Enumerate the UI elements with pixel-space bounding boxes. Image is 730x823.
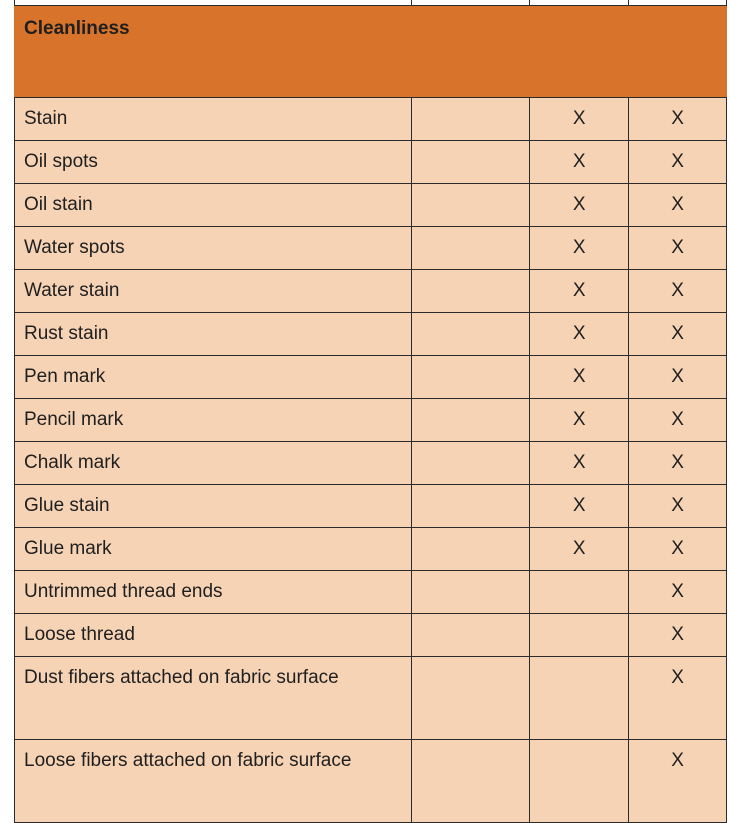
- cell-b: [530, 657, 629, 740]
- row-label: Loose fibers attached on fabric surface: [15, 740, 412, 823]
- cell-c: X: [629, 571, 727, 614]
- table-row: [15, 740, 727, 823]
- row-label: Oil spots: [15, 141, 412, 184]
- table-body: [15, 0, 727, 823]
- table-row: [15, 485, 727, 528]
- cell-b: [530, 740, 629, 823]
- cell-a: [411, 141, 530, 184]
- cell-b: X: [530, 313, 629, 356]
- cell-c: X: [629, 227, 727, 270]
- cell-b: X: [530, 98, 629, 141]
- cell-a: [411, 270, 530, 313]
- cell-a: [411, 614, 530, 657]
- cell-b: [530, 571, 629, 614]
- cell-a: [411, 399, 530, 442]
- table-row: [15, 356, 727, 399]
- row-label: Oil stain: [15, 184, 412, 227]
- table-row: [15, 571, 727, 614]
- table-row: [15, 528, 727, 571]
- cell-a: [411, 657, 530, 740]
- cell-b: X: [530, 141, 629, 184]
- cell-c: X: [629, 141, 727, 184]
- cell-b: X: [530, 356, 629, 399]
- row-label: Pen mark: [15, 356, 412, 399]
- cell-c: X: [629, 270, 727, 313]
- table-row: [15, 657, 727, 740]
- table-row: [15, 399, 727, 442]
- cell-b: X: [530, 270, 629, 313]
- cell-c: X: [629, 657, 727, 740]
- cell-a: [411, 740, 530, 823]
- cell-a: [411, 184, 530, 227]
- row-label: Rust stain: [15, 313, 412, 356]
- table-row: [15, 313, 727, 356]
- cell-c: X: [629, 184, 727, 227]
- table-row: [15, 227, 727, 270]
- cell-b: X: [530, 184, 629, 227]
- cell-a: [411, 227, 530, 270]
- section-title: Cleanliness: [15, 6, 727, 98]
- section-header-row: [15, 6, 727, 98]
- cell-c: X: [629, 485, 727, 528]
- cell-c: X: [629, 442, 727, 485]
- cell-c: X: [629, 313, 727, 356]
- row-label: Water stain: [15, 270, 412, 313]
- row-label: Pencil mark: [15, 399, 412, 442]
- table-row: [15, 184, 727, 227]
- cell-b: X: [530, 485, 629, 528]
- table-row: [15, 614, 727, 657]
- row-label: Stain: [15, 98, 412, 141]
- cell-c: X: [629, 528, 727, 571]
- cleanliness-table: [14, 0, 727, 823]
- row-label: Glue stain: [15, 485, 412, 528]
- cell-b: X: [530, 528, 629, 571]
- cell-b: X: [530, 227, 629, 270]
- cell-a: [411, 528, 530, 571]
- cell-c: X: [629, 740, 727, 823]
- cell-a: [411, 356, 530, 399]
- cell-b: X: [530, 442, 629, 485]
- row-label: Loose thread: [15, 614, 412, 657]
- table-row: [15, 141, 727, 184]
- table-row: [15, 98, 727, 141]
- cell-b: X: [530, 399, 629, 442]
- cell-c: X: [629, 356, 727, 399]
- row-label: Dust fibers attached on fabric surface: [15, 657, 412, 740]
- cell-c: X: [629, 614, 727, 657]
- cell-a: [411, 485, 530, 528]
- row-label: Chalk mark: [15, 442, 412, 485]
- cell-a: [411, 571, 530, 614]
- table-row: [15, 270, 727, 313]
- cell-c: X: [629, 399, 727, 442]
- cell-b: [530, 614, 629, 657]
- row-label: Water spots: [15, 227, 412, 270]
- row-label: Untrimmed thread ends: [15, 571, 412, 614]
- table-row: [15, 442, 727, 485]
- cell-c: X: [629, 98, 727, 141]
- row-label: Glue mark: [15, 528, 412, 571]
- cell-a: [411, 313, 530, 356]
- cell-a: [411, 442, 530, 485]
- cell-a: [411, 98, 530, 141]
